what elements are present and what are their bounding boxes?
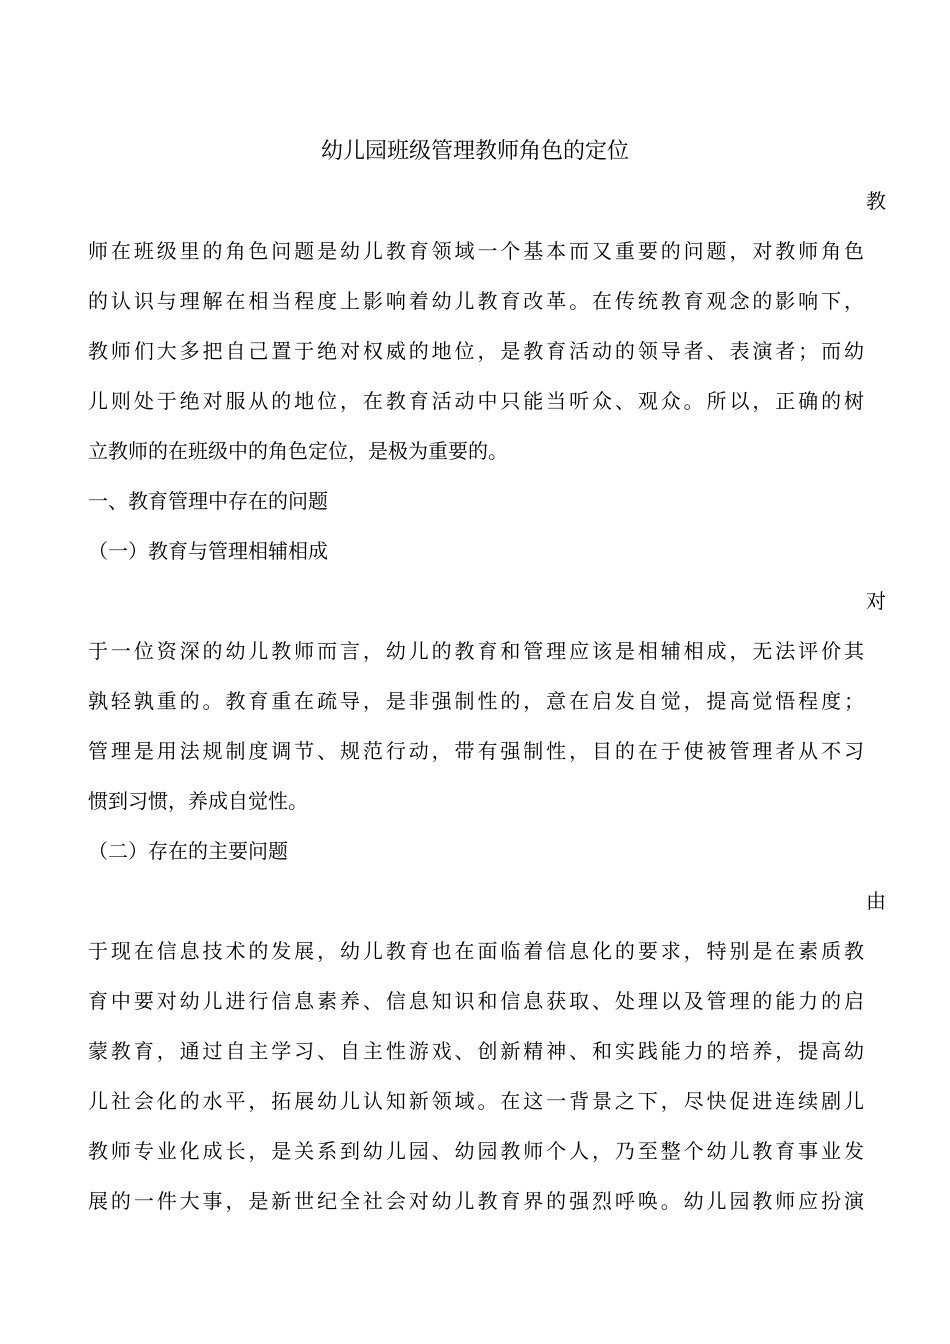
paragraph-3-first-char: 由 bbox=[866, 889, 886, 913]
paragraph-3-line: 展的一件大事，是新世纪全社会对幼儿教育界的强烈呼唤。幼儿园教师应扮演 bbox=[88, 1189, 864, 1213]
paragraph-2-line: 管理是用法规制度调节、规范行动，带有强制性，目的在于使被管理者从不习 bbox=[88, 739, 864, 763]
paragraph-3-line: 蒙教育，通过自主学习、自主性游戏、创新精神、和实践能力的培养，提高幼 bbox=[88, 1039, 864, 1063]
paragraph-1-line: 立教师的在班级中的角色定位，是极为重要的。 bbox=[88, 439, 508, 463]
paragraph-2-line: 于一位资深的幼儿教师而言，幼儿的教育和管理应该是相辅相成，无法评价其 bbox=[88, 639, 864, 663]
paragraph-1-line: 的认识与理解在相当程度上影响着幼儿教育改革。在传统教育观念的影响下， bbox=[88, 289, 864, 313]
subsection-heading-2: （二）存在的主要问题 bbox=[88, 839, 288, 863]
paragraph-2-line: 孰轻孰重的。教育重在疏导，是非强制性的，意在启发自觉，提高觉悟程度； bbox=[88, 689, 864, 713]
section-heading-1: 一、教育管理中存在的问题 bbox=[88, 489, 328, 513]
paragraph-2-first-char: 对 bbox=[866, 589, 886, 613]
paragraph-2-line: 惯到习惯，养成自觉性。 bbox=[88, 789, 308, 813]
paragraph-3-line: 于现在信息技术的发展，幼儿教育也在面临着信息化的要求，特别是在素质教 bbox=[88, 939, 864, 963]
paragraph-1-first-char: 教 bbox=[866, 189, 886, 213]
document-title: 幼儿园班级管理教师角色的定位 bbox=[320, 139, 629, 164]
paragraph-3-line: 教师专业化成长，是关系到幼儿园、幼园教师个人，乃至整个幼儿教育事业发 bbox=[88, 1139, 864, 1163]
paragraph-1-line: 教师们大多把自己置于绝对权威的地位，是教育活动的领导者、表演者；而幼 bbox=[88, 339, 864, 363]
paragraph-1-line: 师在班级里的角色问题是幼儿教育领域一个基本而又重要的问题，对教师角色 bbox=[88, 239, 864, 263]
paragraph-1-line: 儿则处于绝对服从的地位，在教育活动中只能当听众、观众。所以，正确的树 bbox=[88, 389, 864, 413]
subsection-heading-1: （一）教育与管理相辅相成 bbox=[88, 539, 328, 563]
paragraph-3-line: 育中要对幼儿进行信息素养、信息知识和信息获取、处理以及管理的能力的启 bbox=[88, 989, 864, 1013]
paragraph-3-line: 儿社会化的水平，拓展幼儿认知新领域。在这一背景之下，尽快促进连续剧儿 bbox=[88, 1089, 864, 1113]
